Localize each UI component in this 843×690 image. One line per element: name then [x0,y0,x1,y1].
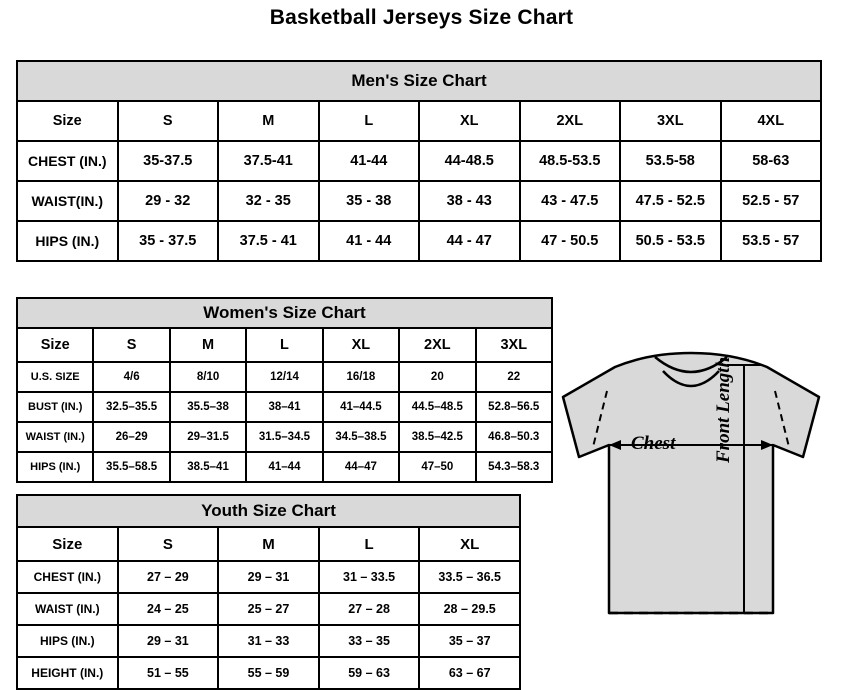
table-cell: 8/10 [170,362,246,392]
column-header: XL [323,328,399,362]
row-label: CHEST (IN.) [17,141,118,181]
column-header: 3XL [476,328,552,362]
table-cell: 50.5 - 53.5 [620,221,721,261]
mens-size-chart-table [16,60,822,262]
column-header: Size [17,101,118,141]
table-cell: 29 – 31 [218,561,319,593]
chest-measure-label: Chest [631,433,676,454]
table-cell: 27 – 29 [118,561,219,593]
table-cell: 38.5–41 [170,452,246,482]
row-label: HIPS (IN.) [17,221,118,261]
table-cell: 28 – 29.5 [419,593,520,625]
youth-table-caption: Youth Size Chart [17,495,520,527]
front-length-measure-label: Front Length [713,356,734,463]
table-row [17,452,552,482]
table-cell: 41–44.5 [323,392,399,422]
table-cell: 53.5-58 [620,141,721,181]
table-cell: 4/6 [93,362,169,392]
table-header-row [17,328,552,362]
column-header: 3XL [620,101,721,141]
column-header: XL [419,101,520,141]
table-cell: 41–44 [246,452,322,482]
table-caption-row [17,298,552,328]
table-cell: 29–31.5 [170,422,246,452]
table-cell: 31 – 33.5 [319,561,420,593]
column-header: S [93,328,169,362]
page-title: Basketball Jerseys Size Chart [269,6,574,29]
table-cell: 46.8–50.3 [476,422,552,452]
table-cell: 31 – 33 [218,625,319,657]
table-row [17,362,552,392]
row-label: CHEST (IN.) [17,561,118,593]
jersey-illustration-icon [545,345,837,670]
table-cell: 47.5 - 52.5 [620,181,721,221]
table-cell: 47–50 [399,452,475,482]
table-cell: 43 - 47.5 [520,181,621,221]
table-cell: 29 – 31 [118,625,219,657]
table-cell: 54.3–58.3 [476,452,552,482]
table-row [17,392,552,422]
table-cell: 59 – 63 [319,657,420,689]
table-header-row [17,101,821,141]
table-cell: 44–47 [323,452,399,482]
row-label: HIPS (IN.) [17,452,93,482]
row-label: HIPS (IN.) [17,625,118,657]
table-cell: 27 – 28 [319,593,420,625]
row-label: HEIGHT (IN.) [17,657,118,689]
table-cell: 26–29 [93,422,169,452]
womens-size-chart-table [16,297,553,483]
row-label: U.S. SIZE [17,362,93,392]
table-cell: 29 - 32 [118,181,219,221]
table-cell: 22 [476,362,552,392]
table-cell: 52.5 - 57 [721,181,822,221]
column-header: 4XL [721,101,822,141]
column-header: S [118,101,219,141]
table-cell: 35 - 38 [319,181,420,221]
column-header: L [246,328,322,362]
table-row [17,181,821,221]
table-cell: 38 - 43 [419,181,520,221]
table-cell: 58-63 [721,141,822,181]
column-header: M [218,527,319,561]
table-caption-row [17,61,821,101]
table-cell: 44.5–48.5 [399,392,475,422]
jersey-body-shape [563,353,819,613]
row-label: BUST (IN.) [17,392,93,422]
table-cell: 35 - 37.5 [118,221,219,261]
table-cell: 38.5–42.5 [399,422,475,452]
table-cell: 12/14 [246,362,322,392]
column-header: M [218,101,319,141]
table-cell: 35.5–38 [170,392,246,422]
table-cell: 53.5 - 57 [721,221,822,261]
table-cell: 34.5–38.5 [323,422,399,452]
table-cell: 37.5 - 41 [218,221,319,261]
column-header: 2XL [520,101,621,141]
table-cell: 48.5-53.5 [520,141,621,181]
table-cell: 35-37.5 [118,141,219,181]
table-row [17,561,520,593]
table-cell: 63 – 67 [419,657,520,689]
table-row [17,625,520,657]
table-cell: 35.5–58.5 [93,452,169,482]
table-cell: 24 – 25 [118,593,219,625]
jersey-measurement-diagram [545,345,837,670]
table-cell: 52.8–56.5 [476,392,552,422]
table-cell: 41-44 [319,141,420,181]
table-row [17,422,552,452]
table-cell: 35 – 37 [419,625,520,657]
table-header-row [17,527,520,561]
table-cell: 16/18 [323,362,399,392]
table-cell: 25 – 27 [218,593,319,625]
table-row [17,657,520,689]
table-row [17,593,520,625]
youth-size-chart-table [16,494,521,690]
row-label: WAIST (IN.) [17,422,93,452]
table-cell: 38–41 [246,392,322,422]
table-cell: 41 - 44 [319,221,420,261]
table-row [17,221,821,261]
table-cell: 47 - 50.5 [520,221,621,261]
table-cell: 55 – 59 [218,657,319,689]
column-header: S [118,527,219,561]
row-label: WAIST (IN.) [17,593,118,625]
column-header: Size [17,527,118,561]
table-cell: 44 - 47 [419,221,520,261]
table-cell: 20 [399,362,475,392]
column-header: L [319,527,420,561]
table-cell: 32.5–35.5 [93,392,169,422]
table-cell: 31.5–34.5 [246,422,322,452]
table-cell: 51 – 55 [118,657,219,689]
mens-table-caption: Men's Size Chart [17,61,821,101]
column-header: Size [17,328,93,362]
column-header: M [170,328,246,362]
column-header: L [319,101,420,141]
column-header: XL [419,527,520,561]
table-cell: 44-48.5 [419,141,520,181]
column-header: 2XL [399,328,475,362]
table-cell: 33.5 – 36.5 [419,561,520,593]
table-caption-row [17,495,520,527]
table-cell: 32 - 35 [218,181,319,221]
table-cell: 37.5-41 [218,141,319,181]
table-cell: 33 – 35 [319,625,420,657]
row-label: WAIST(IN.) [17,181,118,221]
table-row [17,141,821,181]
womens-table-caption: Women's Size Chart [17,298,552,328]
